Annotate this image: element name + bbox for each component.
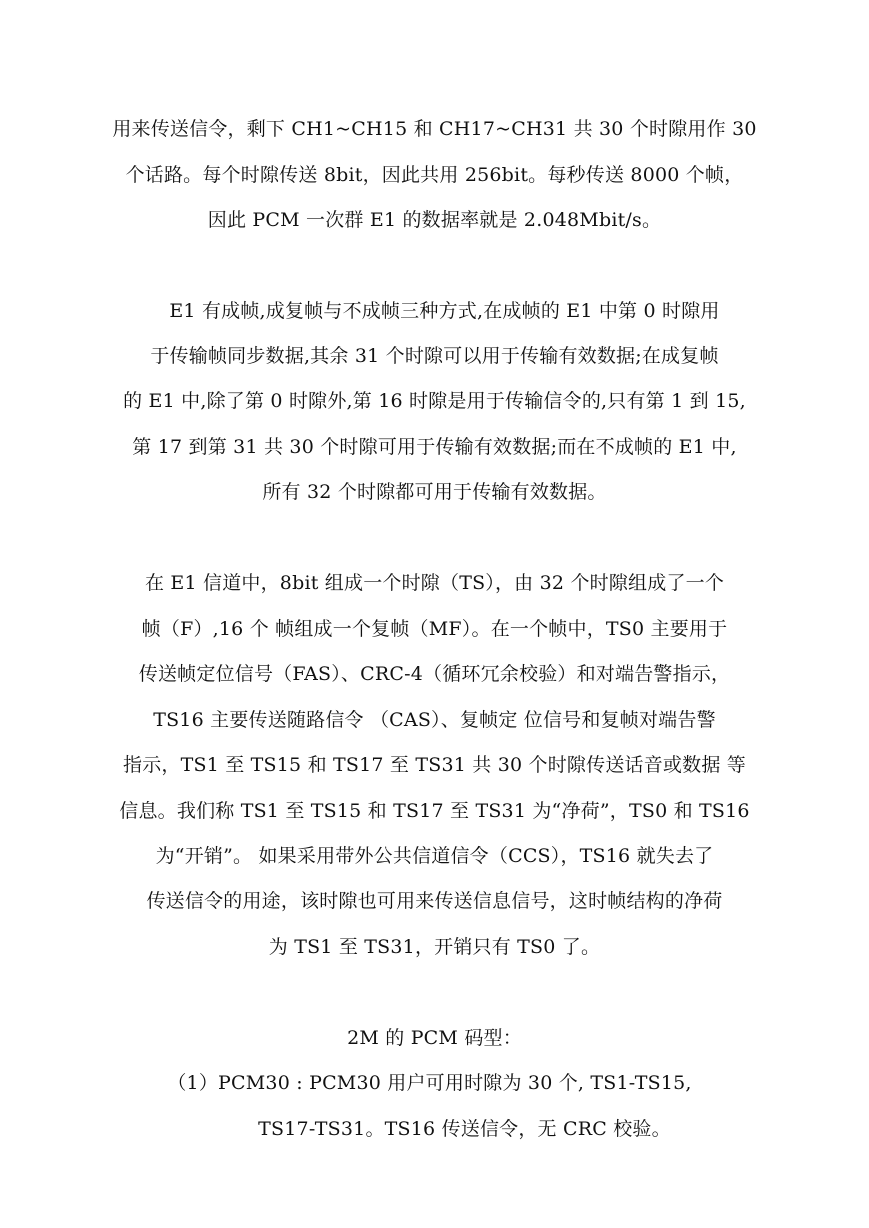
text-line: 个话路。每个时隙传送 8bit，因此共用 256bit。每秒传送 8000 个帧， (125, 164, 744, 186)
text-line: 指示，TS1 至 TS15 和 TS17 至 TS31 共 30 个时隙传送话音或数据 等 (123, 754, 746, 776)
text-line: 所有 32 个时隙都可用于传输有效数据。 (262, 481, 607, 503)
text-line: 为“开销”。 如果采用带外公共信道信令（CCS），TS16 就失去了 (155, 845, 714, 867)
text-line: 在 E1 信道中，8bit 组成一个时隙（TS），由 32 个时隙组成了一个 (144, 572, 725, 594)
list-item: （1）PCM30 : PCM30 用户可用时隙为 30 个, TS1-TS15, (167, 1072, 692, 1094)
text-line: TS16 主要传送随路信令 （CAS）、复帧定 位信号和复帧对端告警 (153, 709, 716, 731)
text-line: 帧（F）,16 个 帧组成一个复帧（MF）。在一个帧中，TS0 主要用于 (141, 618, 728, 640)
text-line: 的 E1 中,除了第 0 时隙外,第 16 时隙是用于传输信令的,只有第 1 到 15, (123, 390, 746, 412)
text-line: 信息。我们称 TS1 至 TS15 和 TS17 至 TS31 为“净荷”，TS0 和 TS16 (119, 800, 750, 822)
text-line: 用来传送信令，剩下 CH1~CH15 和 CH17~CH31 共 30 个时隙用作 30 (112, 118, 757, 140)
section-heading: 2M 的 PCM 码型： (347, 1027, 522, 1049)
text-line: 为 TS1 至 TS31，开销只有 TS0 了。 (268, 936, 601, 958)
text-line: 传送帧定位信号（FAS）、CRC-4（循环冗余校验）和对端告警指示， (138, 663, 731, 685)
text-line: 于传输帧同步数据,其余 31 个时隙可以用于传输有效数据;在成复帧 (150, 345, 719, 367)
text-line: E1 有成帧,成复帧与不成帧三种方式,在成帧的 E1 中第 0 时隙用 (169, 300, 720, 322)
text-line: 第 17 到第 31 共 30 个时隙可用于传输有效数据;而在不成帧的 E1 中, (132, 436, 737, 458)
list-item-continuation: TS17-TS31。TS16 传送信令，无 CRC 校验。 (258, 1118, 671, 1140)
text-line: 因此 PCM 一次群 E1 的数据率就是 2.048Mbit/s。 (207, 209, 662, 231)
text-line: 传送信令的用途，该时隙也可用来传送信息信号，这时帧结构的净荷 (146, 890, 723, 912)
